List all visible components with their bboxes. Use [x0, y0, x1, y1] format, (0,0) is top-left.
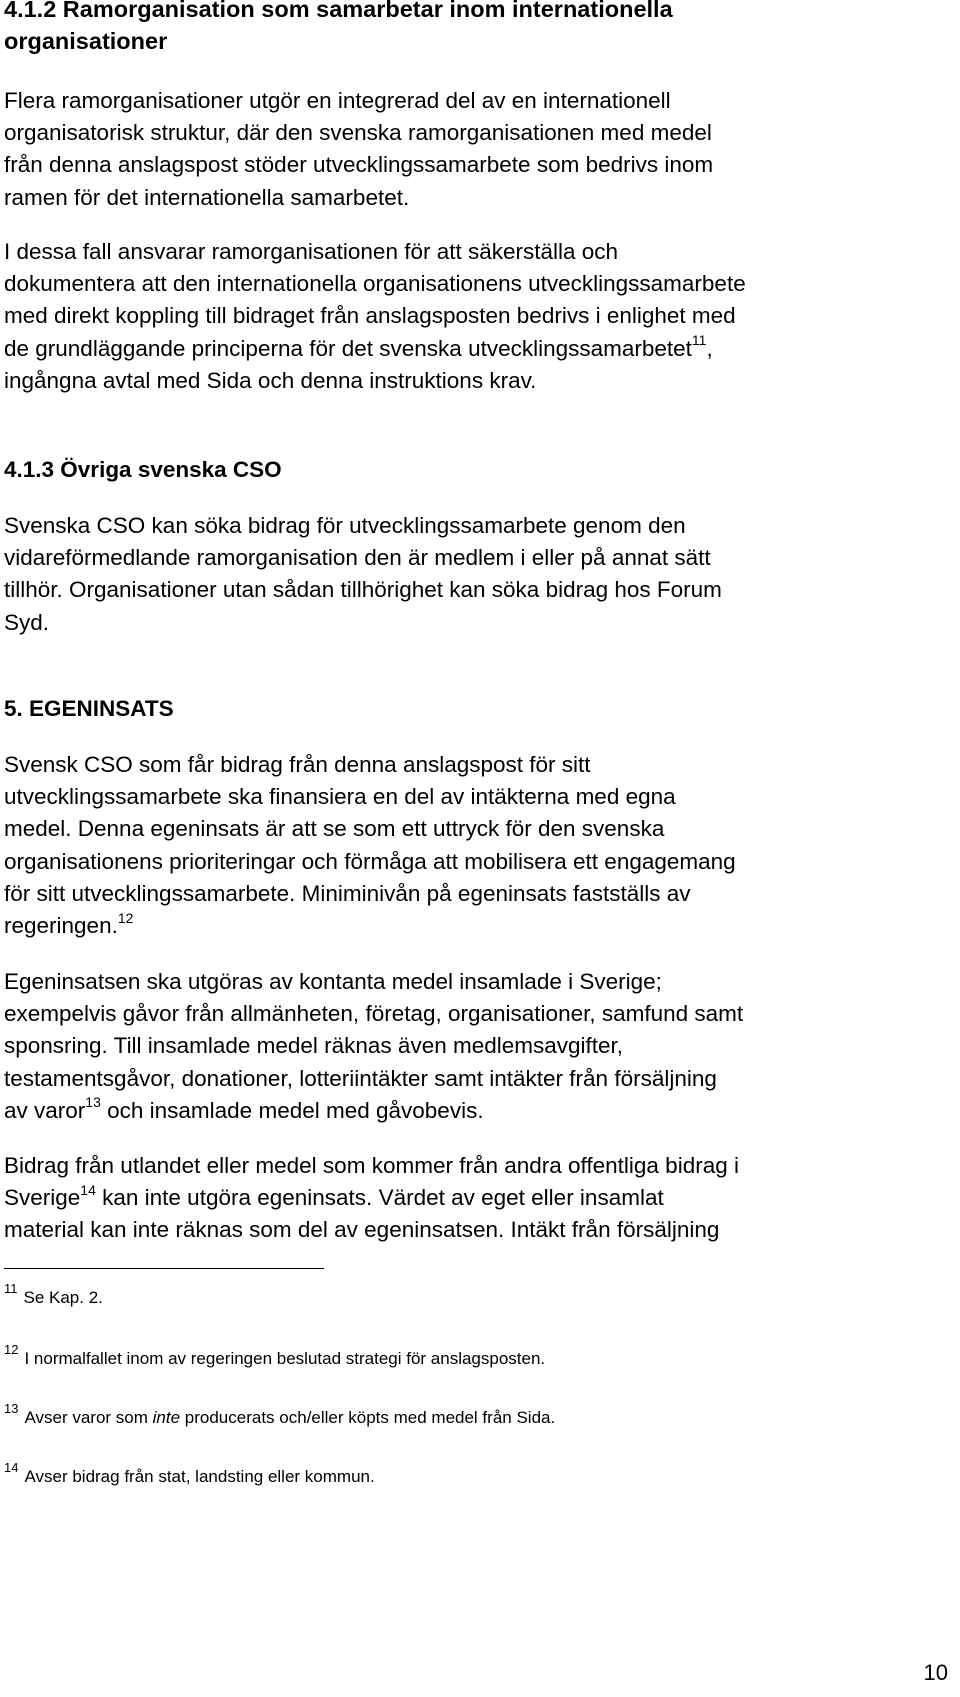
footnote-number: 12	[4, 1342, 19, 1357]
paragraph-line: Svensk CSO som får bidrag från denna anslagspost för sitt	[4, 752, 591, 777]
paragraph-line: tillhör. Organisationer utan sådan tillhörighet kan söka bidrag hos Forum	[4, 577, 722, 603]
paragraph-line: Egeninsatsen ska utgöras av kontanta medel insamlade i Sverige;	[4, 969, 662, 994]
footnote-number: 13	[4, 1401, 19, 1416]
footnote-separator	[4, 1268, 324, 1269]
footnote-number: 14	[4, 1460, 19, 1475]
paragraph-line	[4, 910, 954, 942]
footnote-text: Se Kap. 2.	[23, 1288, 103, 1307]
paragraph-line: dokumentera att den internationella organisationens utvecklingssamarbete	[4, 271, 746, 297]
section-heading-4-1-2	[4, 0, 954, 57]
paragraph-line: från denna anslagspost stöder utvecklingssamarbete som bedrivs inom	[4, 152, 714, 178]
paragraph-line: material kan inte räknas som del av egeninsatsen. Intäkt från försäljning	[4, 1217, 720, 1243]
paragraph-line: Flera ramorganisationer utgör en integrerad del av en internationell	[4, 88, 671, 113]
footnote-emphasis: inte	[152, 1408, 181, 1427]
paragraph	[4, 236, 954, 397]
paragraph-line: organisationens prioriteringar och förmåga att mobilisera ett engagemang	[4, 848, 736, 874]
paragraph-text: kan inte utgöra egeninsats. Värdet av eget eller insamlat	[95, 1185, 664, 1211]
paragraph	[4, 85, 954, 214]
paragraph-line: Svenska CSO kan söka bidrag för utvecklingssamarbete genom den	[4, 513, 686, 538]
paragraph-line: organisatorisk struktur, där den svenska ramorganisationen med medel	[4, 120, 712, 146]
paragraph-text: regeringen.	[4, 913, 118, 939]
footnote-number: 11	[4, 1281, 18, 1296]
footnote-text: producerats och/eller köpts med medel från Sida.	[180, 1408, 556, 1427]
paragraph	[4, 510, 954, 639]
footnote-14	[4, 1460, 904, 1489]
paragraph-line: I dessa fall ansvarar ramorganisationen för att säkerställa och	[4, 239, 619, 264]
paragraph-text: av varor	[4, 1097, 86, 1123]
footnote-13	[4, 1401, 904, 1430]
heading-line: organisationer	[4, 28, 168, 54]
footnote-text: I normalfallet inom av regeringen beslutad strategi för anslagsposten.	[24, 1349, 546, 1368]
heading-text: 4.1.3 Övriga svenska CSO	[4, 457, 282, 482]
paragraph-line: Syd.	[4, 609, 50, 635]
heading-line: 4.1.2 Ramorganisation som samarbetar inom internationella	[4, 0, 673, 22]
paragraph-line: med direkt koppling till bidraget från anslagsposten bedrivs i enlighet med	[4, 303, 736, 329]
paragraph-line: utvecklingssamarbete ska finansiera en del av intäkterna med egna	[4, 784, 676, 810]
paragraph-line: ramen för det internationella samarbetet.	[4, 184, 410, 210]
paragraph-text: de grundläggande principerna för det svenska utvecklingssamarbetet	[4, 335, 692, 361]
paragraph-line: exempelvis gåvor från allmänheten, företag, organisationer, samfund samt	[4, 1001, 744, 1027]
paragraph-line: Bidrag från utlandet eller medel som kommer från andra offentliga bidrag i	[4, 1153, 739, 1178]
paragraph	[4, 749, 954, 942]
page-number: 10	[923, 1660, 948, 1685]
footnote-11	[4, 1281, 904, 1310]
paragraph	[4, 966, 954, 1127]
footnote-reference: 11	[691, 332, 707, 349]
paragraph-line	[4, 333, 954, 365]
paragraph-text: och insamlade medel med gåvobevis.	[100, 1097, 484, 1123]
paragraph-line: vidareförmedlande ramorganisation den är medlem i eller på annat sätt	[4, 545, 711, 571]
paragraph-line: för sitt utvecklingssamarbete. Miniminivån på egeninsats fastställs av	[4, 880, 691, 906]
paragraph-text: ,	[706, 335, 713, 361]
paragraph-text: Sverige	[4, 1185, 81, 1211]
heading-text: 5. EGENINSATS	[4, 696, 174, 721]
footnote-reference: 13	[85, 1094, 101, 1111]
section-heading-4-1-3	[4, 454, 954, 486]
footnote-reference: 14	[80, 1181, 96, 1198]
paragraph-line: testamentsgåvor, donationer, lotteriintäkter samt intäkter från försäljning	[4, 1065, 717, 1091]
footnote-12	[4, 1342, 904, 1371]
paragraph	[4, 1150, 954, 1247]
paragraph-line: medel. Denna egeninsats är att se som ett uttryck för den svenska	[4, 816, 665, 842]
paragraph-line: ingångna avtal med Sida och denna instruktions krav.	[4, 367, 537, 393]
paragraph-line	[4, 1095, 954, 1127]
section-heading-5	[4, 693, 954, 725]
footnote-reference: 12	[117, 909, 134, 926]
footnote-text: Avser bidrag från stat, landsting eller kommun.	[24, 1467, 375, 1486]
paragraph-line	[4, 1182, 954, 1214]
paragraph-line: sponsring. Till insamlade medel räknas även medlemsavgifter,	[4, 1033, 624, 1059]
footnote-text: Avser varor som	[24, 1408, 153, 1427]
